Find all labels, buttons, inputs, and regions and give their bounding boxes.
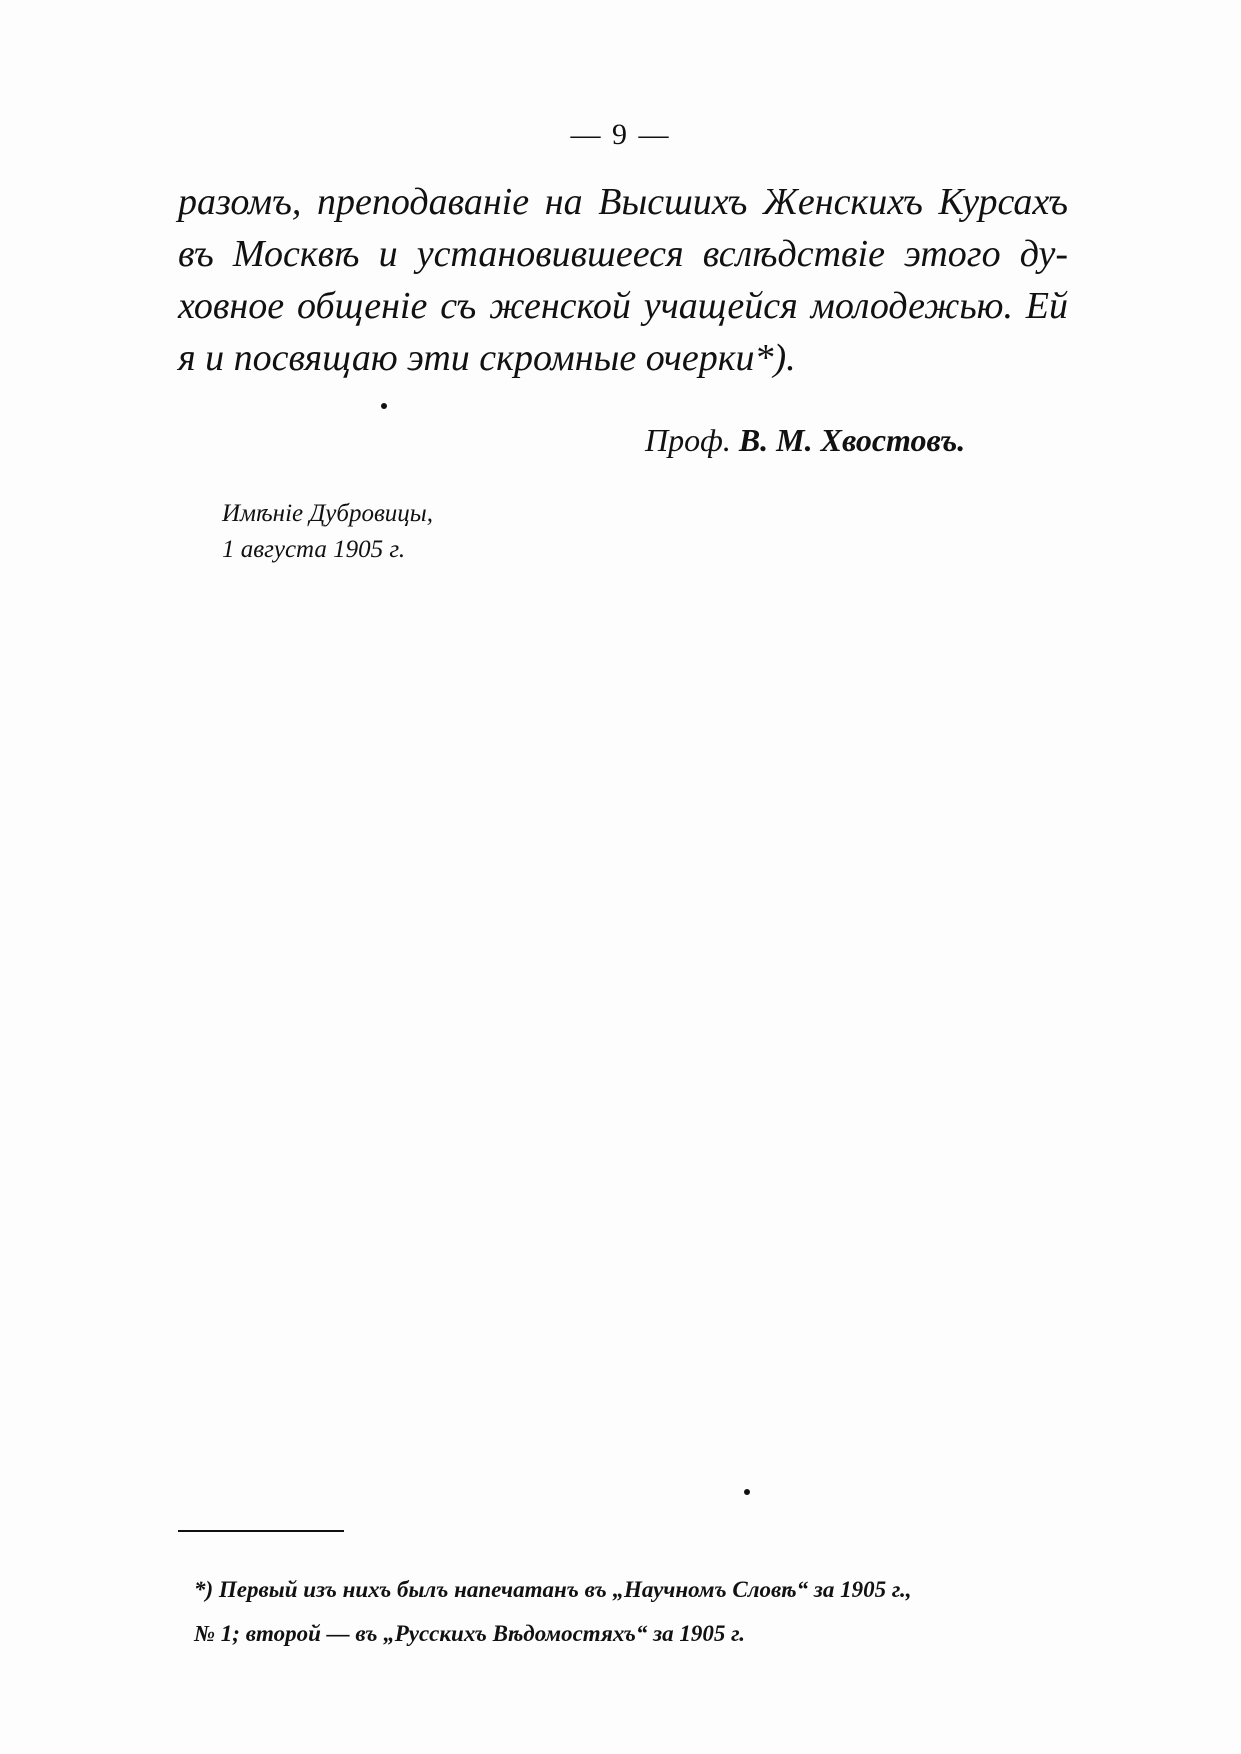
body-line: въ Москвѣ и установившееся вслѣдствiе этого ду- [178, 233, 1068, 275]
print-speck [744, 1489, 750, 1495]
signature-title: Проф. [645, 422, 731, 458]
place-line: Имѣнiе Дубровицы, [222, 500, 433, 527]
author-signature [645, 422, 965, 459]
body-paragraph [178, 176, 1068, 384]
footnote [194, 1568, 1074, 1656]
body-line: я и посвящаю эти скромные очерки*). [178, 337, 796, 379]
footnote-line: № 1; второй — въ „Русскихъ Вѣдомостяхъ“ за 1905 г. [194, 1621, 746, 1646]
signature-name: В. М. Хвостовъ. [738, 422, 966, 458]
page-number: — 9 — [570, 118, 671, 151]
place-date-block [222, 496, 433, 568]
date-line: 1 августа 1905 г. [222, 536, 406, 563]
body-line: разомъ, преподаванiе на Высшихъ Женскихъ Курсахъ [178, 181, 1068, 223]
footnote-divider [178, 1530, 344, 1532]
body-line: ховное общенiе съ женской учащейся молодежью. Ей [178, 285, 1068, 327]
print-speck [381, 403, 387, 409]
footnote-line: *) Первый изъ нихъ былъ напечатанъ въ „Научномъ Словѣ“ за 1905 г., [194, 1577, 912, 1602]
